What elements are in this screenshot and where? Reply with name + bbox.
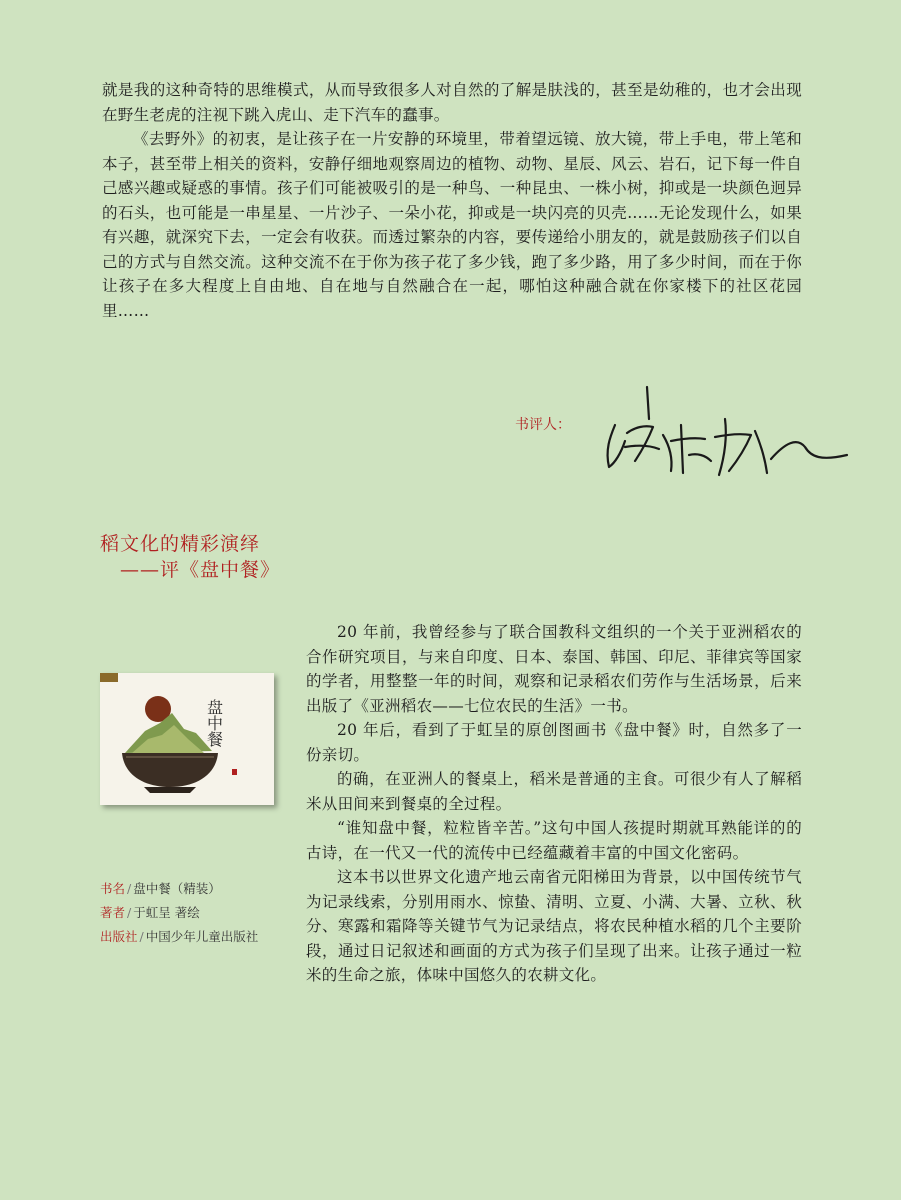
book-info xyxy=(100,877,280,949)
cover-title-text: 盘中餐 xyxy=(204,699,224,747)
book-info-value: 于虹呈 著绘 xyxy=(133,905,200,920)
article-body xyxy=(306,620,802,988)
book-info-row: 书名 / 盘中餐（精装） xyxy=(100,881,221,896)
reviewer-label: 书评人： xyxy=(515,417,571,433)
book-info-label: 书名 xyxy=(100,881,126,896)
body-paragraph: “谁知盘中餐，粒粒皆辛苦。”这句中国人孩提时期就耳熟能详的的古诗，在一代又一代的流传中已经蕴藏着丰富的中国文化密码。 xyxy=(306,819,802,862)
book-info-value: 中国少年儿童出版社 xyxy=(145,929,259,944)
intro-text xyxy=(102,78,802,323)
article-heading xyxy=(100,531,280,583)
book-info-row: 出版社 / 中国少年儿童出版社 xyxy=(100,929,259,944)
reviewer-signature xyxy=(585,375,850,485)
book-cover-image xyxy=(100,673,274,805)
book-info-label: 出版社 xyxy=(100,929,138,944)
body-paragraph: 的确，在亚洲人的餐桌上，稻米是普通的主食。可很少有人了解稻米从田间来到餐桌的全过程。 xyxy=(306,770,802,813)
book-info-label: 著者 xyxy=(100,905,126,920)
book-cover-illustration xyxy=(100,673,274,805)
intro-paragraph: 就是我的这种奇特的思维模式，从而导致很多人对自然的了解是肤浅的，甚至是幼稚的，也才会出现在野生老虎的注视下跳入虎山、走下汽车的蠢事。 xyxy=(102,81,802,124)
body-paragraph: 20 年后，看到了于虹呈的原创图画书《盘中餐》时，自然多了一份亲切。 xyxy=(306,721,802,764)
book-info-value: 盘中餐（精装） xyxy=(133,881,221,896)
article-subtitle: ——评《盘中餐》 xyxy=(120,559,281,581)
intro-paragraph: 《去野外》的初衷，是让孩子在一片安静的环境里，带着望远镜、放大镜，带上手电，带上笔和本子，甚至带上相关的资料，安静仔细地观察周边的植物、动物、星辰、风云、岩石，记下每一件自己感兴趣或疑惑的事情。孩子们可能被吸引的是一种鸟、一种昆虫、一株小树，抑或是一块颜色迥异的石头，也可能是一串星星、一片沙子、一朵小花，抑或是一块闪亮的贝壳……无论发现什么，如果有兴趣，就深究下去，一定会有收获。而透过繁杂的内容，要传递给小朋友的，就是鼓励孩子们以自己的方式与自然交流。这种交流不在于你为孩子花了多少钱，跑了多少路，用了多少时间，而在于你让孩子在多大程度上自由地、自在地与自然融合在一起，哪怕这种融合就在你家楼下的社区花园里…… xyxy=(102,130,802,320)
article-title: 稻文化的精彩演绎 xyxy=(100,533,261,555)
body-paragraph: 20 年前，我曾经参与了联合国教科文组织的一个关于亚洲稻农的合作研究项目，与来自印度、日本、泰国、韩国、印尼、菲律宾等国家的学者，用整整一年的时间，观察和记录稻农们劳作与生活场景，后来出版了《亚洲稻农——七位农民的生活》一书。 xyxy=(306,623,802,715)
body-paragraph: 这本书以世界文化遗产地云南省元阳梯田为背景，以中国传统节气为记录线索，分别用雨水、惊蛰、清明、立夏、小满、大暑、立秋、秋分、寒露和霜降等关键节气为记录结点，将农民种植水稻的几个主要阶段，通过日记叙述和画面的方式为孩子们呈现了出来。让孩子通过一粒米的生命之旅，体味中国悠久的农耕文化。 xyxy=(306,868,802,984)
book-info-row: 著者 / 于虹呈 著绘 xyxy=(100,905,200,920)
